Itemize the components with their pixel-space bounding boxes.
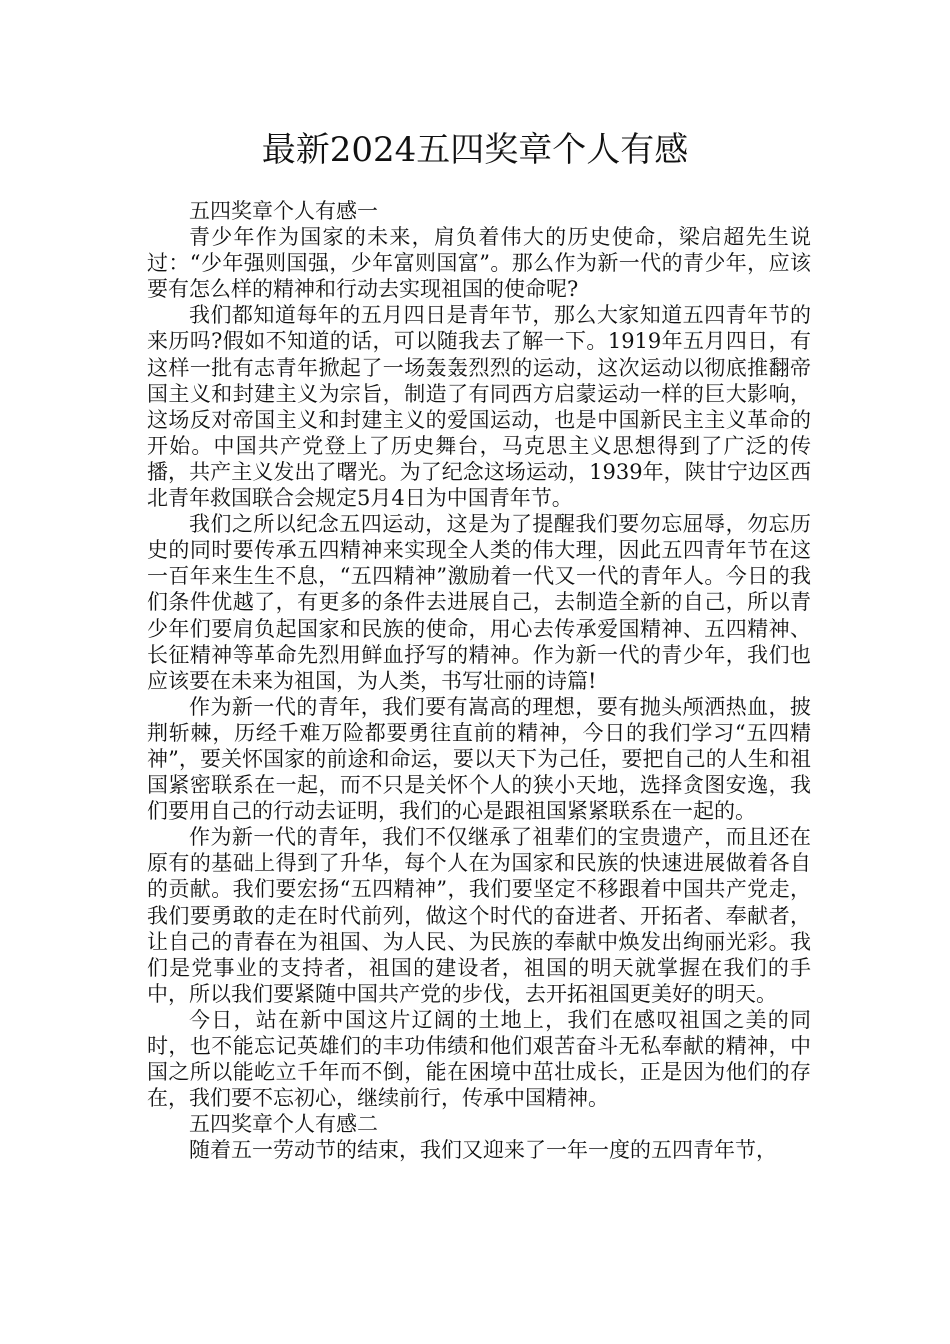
paragraph-4: 作为新一代的青年，我们要有嵩高的理想，要有抛头颅洒热血，披荆斩棘，历经千难万险都要勇往直前的精神，今日的我们学习“五四精神”，要关怀国家的前途和命运，要以天下为己任，要把自己的人生和祖国紧密联系在一起，而不只是关怀个人的狭小天地，选择贪图安逸，我们要用自己的行动去证明，我们的心是跟祖国紧紧联系在一起的。 [147, 694, 811, 824]
document-title: 最新2024五四奖章个人有感 [261, 130, 689, 170]
paragraph-5: 作为新一代的青年，我们不仅继承了祖辈们的宝贵遗产，而且还在原有的基础上得到了升华，每个人在为国家和民族的快速进展做着各自的贡献。我们要宏扬“五四精神”，我们要坚定不移跟着中国共产党走，我们要勇敢的走在时代前列，做这个时代的奋进者、开拓者、奉献者，让自己的青春在为祖国、为人民、为民族的奉献中焕发出绚丽光彩。我们是党事业的支持者，祖国的建设者，祖国的明天就掌握在我们的手中，所以我们要紧随中国共产党的步伐，去开拓祖国更美好的明天。 [147, 825, 811, 1006]
paragraph-2: 我们都知道每年的五月四日是青年节，那么大家知道五四青年节的来历吗?假如不知道的话，可以随我去了解一下。1919年五月四日，有这样一批有志青年掀起了一场轰轰烈烈的运动，这次运动以彻底推翻帝国主义和封建主义为宗旨，制造了有同西方启蒙运动一样的巨大影响，这场反对帝国主义和封建主义的爱国运动，也是中国新民主主义革命的开始。中国共产党登上了历史舞台，马克思主义思想得到了广泛的传播，共产主义发出了曙光。为了纪念这场运动，1939年，陕甘宁边区西北青年救国联合会规定5月4日为中国青年节。 [147, 303, 811, 511]
paragraph-3: 我们之所以纪念五四运动，这是为了提醒我们要勿忘屈辱，勿忘历史的同时要传承五四精神来实现全人类的伟大理，因此五四青年节在这一百年来生生不息，“五四精神”激励着一代又一代的青年人。今日的我们条件优越了，有更多的条件去进展自己，去制造全新的自己，所以青少年们要肩负起国家和民族的使命，用心去传承爱国精神、五四精神、长征精神等革命先烈用鲜血抒写的精神。作为新一代的青少年，我们也应该要在未来为祖国，为人类，书写壮丽的诗篇! [147, 512, 811, 693]
section-heading-2: 五四奖章个人有感二 [189, 1112, 378, 1137]
paragraph-6: 今日，站在新中国这片辽阔的土地上，我们在感叹祖国之美的同时，也不能忘记英雄们的丰功伟绩和他们艰苦奋斗无私奉献的精神，中国之所以能屹立千年而不倒，能在困境中茁壮成长，正是因为他们的存在，我们要不忘初心，继续前行，传承中国精神。 [147, 1007, 811, 1111]
section-heading-1: 五四奖章个人有感一 [189, 199, 378, 223]
paragraph-7: 随着五一劳动节的结束，我们又迎来了一年一度的五四青年节， [189, 1138, 777, 1163]
document-body [147, 198, 811, 1163]
paragraph-1: 青少年作为国家的未来，肩负着伟大的历史使命，梁启超先生说过：“少年强则国强，少年富则国富”。那么作为新一代的青少年，应该要有怎么样的精神和行动去实现祖国的使命呢? [147, 225, 811, 302]
